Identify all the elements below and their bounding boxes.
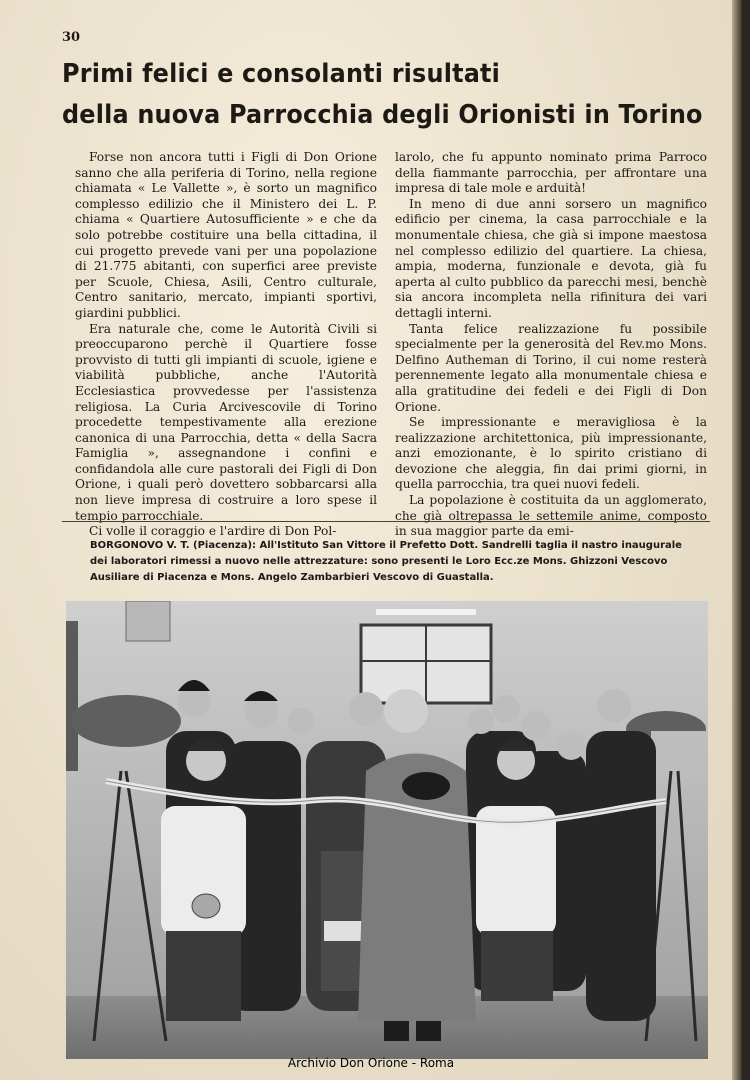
article-title: [62, 54, 703, 136]
archive-watermark: Archivio Don Orione - Roma: [287, 1056, 455, 1070]
page-edge-shadow: [732, 0, 742, 1080]
paragraph: Forse non ancora tutti i Figli di Don Orione sanno che alla periferia di Torino, nella regione chiamata « Le Vallette », è sorto un magnifico complesso edilizio che il Ministero dei L. P. chiama « Quartiere Autosufficiente » e che da solo potrebbe costituire una bella cittadina, il cui progetto prevede vani per una popolazione di 21.775 abitanti, con superfici aree previste per Scuole, Chiesa, Asili, Centro culturale, Centro sanitario, mercato, impianti sportivi, giardini pubblici.: [75, 150, 377, 320]
paragraph: Era naturale che, come le Autorità Civili si preoccuparono perchè il Quartiere fosse provvisto di tutti gli impianti di scuole, igiene e viabilità pubbliche, anche l'Autorità Ecclesiastica provvedesse per l'assistenza religiosa. La Curia Arcivescovile di Torino procedette tempestivamente alla erezione canonica di una Parrocchia, detta « della Sacra Famiglia », assegnandone i confini e confidandola alle cure pastorali dei Figli di Don Orione, i quali però dovettero sobbarcarsi alla non lieve impresa di costruire a loro spese il tempio parrocchiale.: [75, 321, 377, 523]
title-line-2: della nuova Parrocchia degli Orionisti in Torino: [62, 100, 703, 130]
left-column: [75, 150, 377, 540]
title-line-1: Primi felici e consolanti risultati: [62, 59, 501, 89]
section-divider: [62, 521, 710, 522]
paragraph: In meno di due anni sorsero un magnifico edificio per cinema, la casa parrocchiale e la monumentale chiesa, che già si impone maestosa nel complesso edilizio del quartiere. La chiesa, ampia, moderna, funzionale e devota, già fu aperta al culto pubblico da parecchi mesi, benchè sia ancora incompleta nella rifinitura dei vari dettagli interni.: [395, 196, 707, 320]
paragraph: larolo, che fu appunto nominato prima Parroco della fiammante parrocchia, per affrontare una impresa di tale mole e arduità!: [395, 150, 707, 196]
right-column: [395, 150, 707, 540]
ribbon-cutting-photo: [66, 601, 708, 1059]
paragraph: La popolazione è costituita da un agglomerato, che già oltrepassa le settemile anime, composto in sua maggior parte da emi-: [395, 493, 707, 539]
page-number: 30: [62, 30, 81, 45]
paragraph: Ci volle il coraggio e l'ardire di Don Pol-: [89, 524, 337, 539]
paragraph: Tanta felice realizzazione fu possibile specialmente per la generosità del Rev.mo Mons. Delfino Autheman di Torino, il cui nome resterà perennemente legato alla monumentale chiesa e alla gratitudine dei fedeli e dei Figli di Don Orione.: [395, 321, 707, 414]
paragraph: Se impressionante e meravigliosa è la realizzazione architettonica, più impressionante, anzi emozionante, è lo spirito cristiano di devozione che aleggia, fin dai primi giorni, in quella parrocchia, tra quei nuovi fedeli.: [395, 415, 707, 492]
photo-caption: BORGONOVO V. T. (Piacenza): All'Istituto San Vittore il Prefetto Dott. Sandrelli taglia il nastro inaugurale dei laboratori rimessi a nuovo nelle attrezzature: sono presenti le Loro Ecc.ze Mons. Ghizzoni Vescovo Ausiliare di Piacenza e Mons. Angelo Zambarbieri Vescovo di Guastalla.: [90, 540, 682, 583]
